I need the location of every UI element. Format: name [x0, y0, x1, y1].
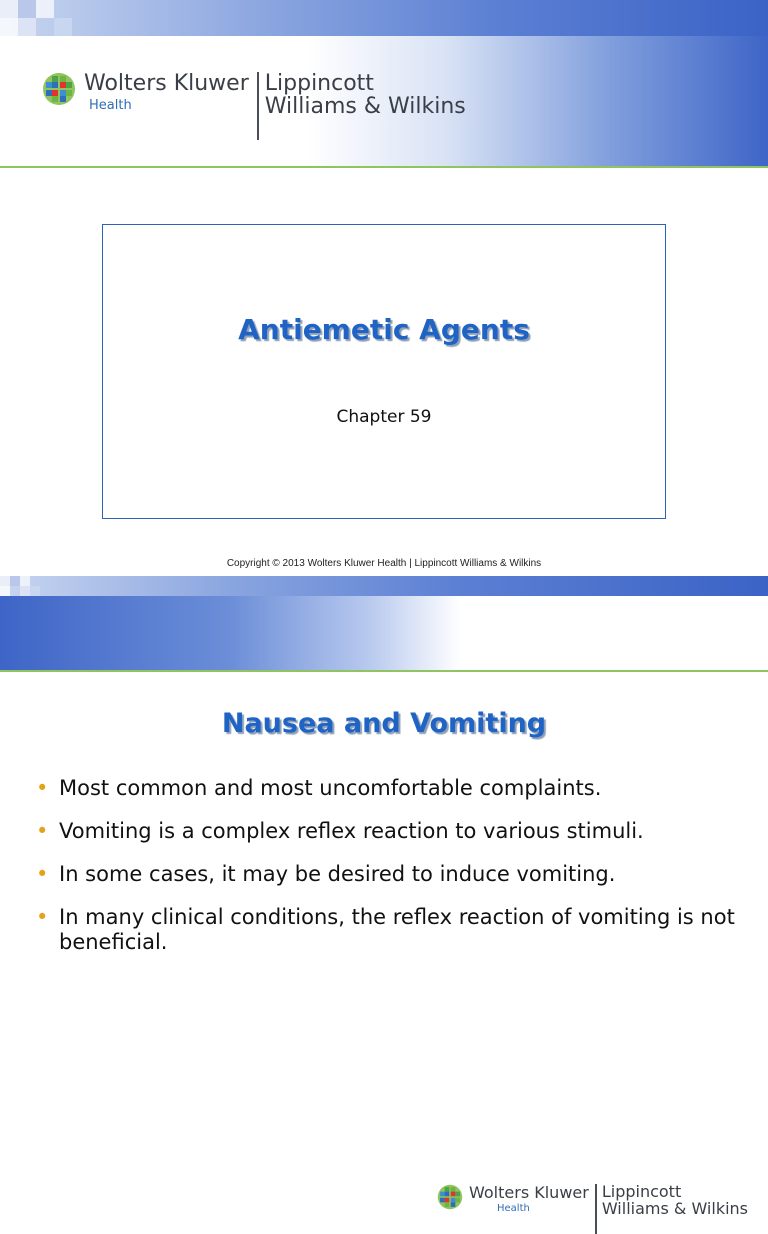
decor-square	[0, 576, 10, 586]
logo-divider	[595, 1184, 597, 1234]
header-accent-line	[0, 670, 768, 672]
bullet-list	[36, 776, 748, 973]
list-item	[36, 905, 748, 955]
decor-square	[30, 586, 40, 596]
slide-title: Antiemetic Agents	[238, 313, 530, 346]
copyright-text: Copyright © 2013 Wolters Kluwer Health | Lippincott Williams & Wilkins	[226, 558, 542, 569]
header-top-bar	[0, 0, 768, 36]
publisher-logo	[437, 1184, 748, 1234]
decor-square	[20, 586, 30, 596]
imprint-block	[265, 72, 466, 118]
bullet-text: In many clinical conditions, the reflex reaction of vomiting is not beneficial.	[59, 905, 735, 954]
decor-square	[54, 18, 72, 36]
slide-subtitle: Chapter 59	[336, 407, 432, 427]
brand-name: Wolters Kluwer	[469, 1183, 589, 1202]
slide-title: Nausea and Vomiting	[221, 708, 547, 739]
decor-square	[10, 576, 20, 586]
header-banner	[0, 576, 768, 672]
imprint-line-2: Williams & Wilkins	[601, 1198, 748, 1218]
list-item	[36, 819, 748, 844]
publisher-logo	[42, 72, 466, 140]
bullet-dot-icon: •	[36, 776, 49, 800]
imprint-block	[602, 1184, 748, 1218]
bullet-text: Most common and most uncomfortable complaints.	[59, 776, 602, 800]
decor-square	[18, 0, 36, 18]
header-top-bar	[0, 576, 768, 596]
brand-block	[469, 1184, 589, 1214]
decor-square	[0, 586, 10, 596]
list-item	[36, 776, 748, 801]
brand-sub: Health	[89, 98, 132, 113]
title-box	[102, 224, 666, 519]
imprint-line-2: Williams & Wilkins	[264, 94, 466, 120]
wolters-kluwer-globe-icon	[42, 72, 76, 106]
brand-block	[84, 72, 249, 113]
brand-sub: Health	[497, 1203, 530, 1214]
header-accent-line	[0, 166, 768, 168]
bullet-text: In some cases, it may be desired to induce vomiting.	[59, 862, 616, 886]
decor-square	[0, 0, 18, 18]
imprint-line-1: Lippincott	[601, 1182, 682, 1201]
brand-name: Wolters Kluwer	[84, 71, 249, 96]
bullet-dot-icon: •	[36, 905, 49, 929]
decor-square	[18, 18, 36, 36]
list-item	[36, 862, 748, 887]
imprint-line-1: Lippincott	[264, 71, 374, 96]
wolters-kluwer-globe-icon	[437, 1184, 463, 1210]
bullet-text: Vomiting is a complex reflex reaction to various stimuli.	[59, 819, 644, 843]
content-slide	[0, 576, 768, 1218]
decor-square	[0, 18, 18, 36]
bullet-dot-icon: •	[36, 819, 49, 843]
decor-square	[20, 576, 30, 586]
bullet-dot-icon: •	[36, 862, 49, 886]
logo-divider	[257, 72, 259, 140]
title-slide	[0, 0, 768, 576]
decor-square	[36, 0, 54, 18]
